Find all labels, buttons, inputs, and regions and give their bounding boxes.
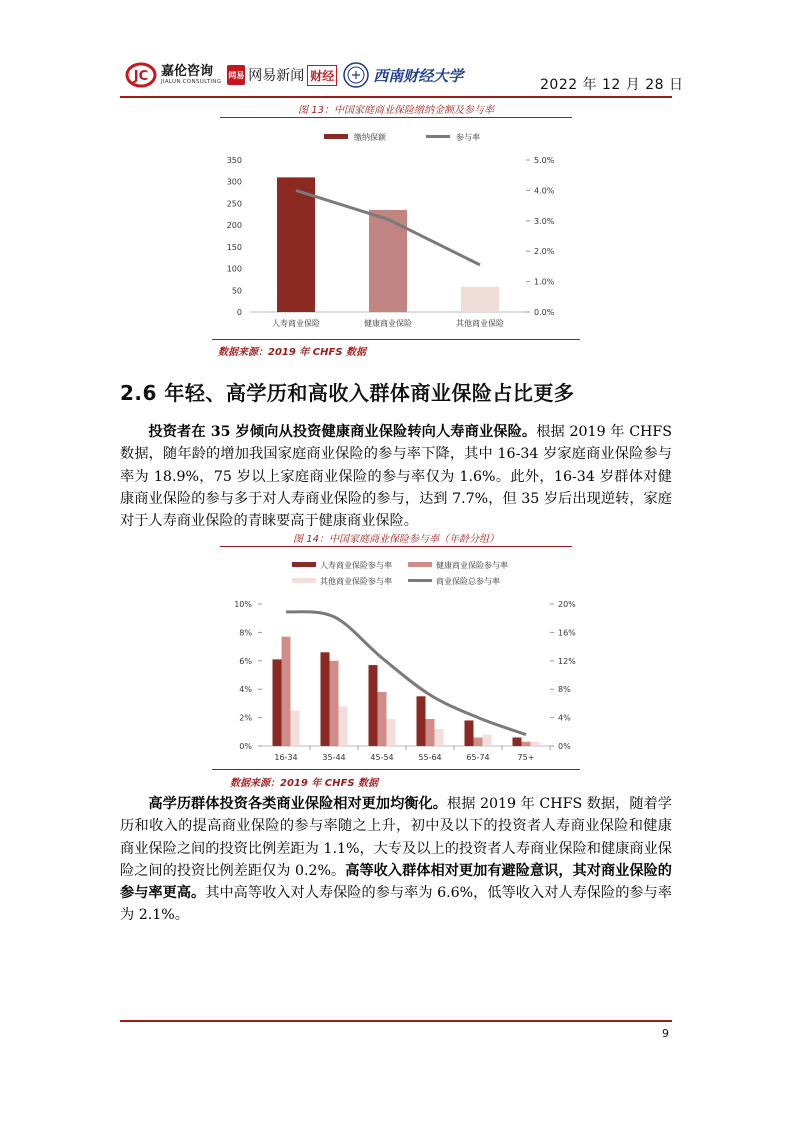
- y2-tick-label: 5.0%: [534, 156, 555, 165]
- legend-label-total: 商业保险总参与率: [436, 577, 500, 586]
- x-category-label: 35-44: [322, 753, 346, 762]
- legend-label-other: 其他商业保险参与率: [320, 577, 392, 586]
- x-category-label: 45-54: [370, 753, 394, 762]
- paragraph-age-body: 根据 2019 年 CHFS 数据，随年龄的增加我国家庭商业保险的参与率下降，其中 16-34 岁家庭商业保险参与率为 18.9%，75 岁以上家庭商业保险的参与率仅为 1.6%。此外，16-34 岁群体对健康商业保险的参与多于对人寿商业保险的参与，达到 7.7%，但 35 岁后出现逆转，家庭对于人寿商业保险的青睐要高于健康商业保险。: [120, 424, 672, 530]
- y-tick-label: 100: [226, 264, 242, 274]
- other-rate-bar: [435, 729, 444, 746]
- figure13-right-axis: [526, 156, 555, 317]
- footer-divider: [120, 1020, 672, 1022]
- figure14-category-labels: [274, 746, 550, 762]
- figure13-bottom-rule: [212, 339, 580, 340]
- figure13-top-rule: [220, 117, 572, 118]
- y2-tick-label: 0%: [558, 742, 571, 751]
- y-tick-label: 8%: [239, 628, 252, 638]
- paragraph-age-lead: 投资者在 35 岁倾向从投资健康商业保险转向人寿商业保险。: [148, 424, 537, 440]
- y-tick-label: 0%: [239, 742, 252, 751]
- figure14-top-rule: [220, 546, 572, 547]
- legend-swatch-other: [292, 578, 316, 583]
- report-date: 2022 年 12 月 28 日: [540, 77, 684, 93]
- legend-swatch-life: [292, 562, 316, 567]
- legend-label-rate: 参与率: [456, 133, 480, 142]
- paragraph-age: [120, 421, 672, 532]
- section-heading: 2.6 年轻、高学历和高收入群体商业保险占比更多: [120, 381, 575, 405]
- figure14-title: 图 14：中国家庭商业保险参与率（年龄分组）: [293, 534, 499, 545]
- premium-bar: [277, 177, 315, 312]
- health-rate-bar: [282, 637, 291, 746]
- swufe-name: 西南财经大学: [373, 66, 464, 85]
- jialun-english-name: JIALUN CONSULTING: [161, 78, 222, 85]
- netease-badge: 网易: [227, 65, 245, 85]
- paragraph-education: [120, 793, 672, 927]
- health-rate-bar: [522, 742, 531, 746]
- health-rate-bar: [426, 719, 435, 746]
- figure14-source: 数据来源：2019 年 CHFS 数据: [230, 778, 379, 789]
- x-category-label: 16-34: [274, 753, 298, 762]
- y-tick-label: 250: [226, 199, 242, 209]
- netease-news-name: 网易新闻: [248, 68, 305, 84]
- figure13-source: 数据来源：2019 年 CHFS 数据: [218, 347, 367, 358]
- paragraph-education-body: 根据 2019 年 CHFS 数据，随着学历和收入的提高商业保险的参与率随之上升，初中及以下的投资者人寿商业保险和健康商业保险之间的投资比例差距为 1.1%，大专及以上的投资者人寿商业保险和健康商业保险之间的投资比例差距仅为 0.2%。: [120, 796, 672, 879]
- figure13-left-axis: [227, 156, 242, 317]
- paragraph-income-body: 其中高等收入对人寿保险的参与率为 6.6%，低等收入对人寿保险的参与率为 2.1%。: [120, 885, 672, 924]
- jialun-name: 嘉伦咨询: [161, 63, 214, 79]
- svg-text:JC: JC: [133, 69, 149, 84]
- x-category-label: 其他商业保险: [456, 319, 504, 328]
- y2-tick-label: 8%: [558, 685, 571, 695]
- paragraph-income-lead: 高等收入群体相对更加有避险意识，其对商业保险的参与率更高。: [120, 862, 672, 902]
- figure14-right-axis: [550, 600, 576, 751]
- swufe-seal-icon: [343, 62, 369, 88]
- y2-tick-label: 4.0%: [534, 186, 555, 196]
- y2-tick-label: 12%: [558, 656, 576, 666]
- x-category-label: 健康商业保险: [364, 319, 412, 328]
- life-rate-bar: [417, 696, 426, 746]
- life-rate-bar: [513, 737, 522, 746]
- legend-swatch-health: [408, 562, 432, 567]
- y2-tick-label: 16%: [558, 628, 576, 638]
- x-category-label: 75+: [517, 753, 535, 762]
- paragraph-education-lead: 高学历群体投资各类商业保险相对更加均衡化。: [148, 796, 447, 812]
- header-divider: [120, 96, 672, 98]
- y-tick-label: 350: [226, 156, 242, 165]
- premium-bar: [461, 287, 499, 312]
- health-rate-bar: [378, 692, 387, 746]
- figure14-chart: [206, 552, 606, 772]
- figure13-chart: [206, 122, 606, 347]
- figure14-bars: [273, 637, 540, 746]
- other-rate-bar: [291, 711, 300, 747]
- legend-label-health: 健康商业保险参与率: [436, 561, 508, 570]
- other-rate-bar: [531, 742, 540, 746]
- health-rate-bar: [330, 661, 339, 746]
- figure13-bars: [277, 177, 499, 312]
- y2-tick-label: 0.0%: [534, 308, 555, 317]
- other-rate-bar: [483, 735, 492, 746]
- legend-label-life: 人寿商业保险参与率: [320, 561, 392, 570]
- header-logos: [125, 58, 463, 92]
- y-tick-label: 4%: [239, 685, 252, 695]
- other-rate-bar: [339, 706, 348, 746]
- figure14-legend: [292, 560, 508, 586]
- legend-swatch-premium: [324, 134, 348, 139]
- y-tick-label: 200: [226, 221, 242, 231]
- y-tick-label: 50: [231, 286, 242, 296]
- health-rate-bar: [474, 737, 483, 746]
- y-tick-label: 10%: [234, 600, 252, 609]
- y-tick-label: 150: [226, 242, 242, 252]
- y2-tick-label: 3.0%: [534, 216, 555, 226]
- figure14-left-axis: [234, 600, 262, 751]
- finance-badge: 财经: [307, 65, 337, 86]
- jialun-emblem-icon: [125, 60, 157, 90]
- x-category-label: 65-74: [466, 753, 490, 762]
- figure13-legend: [324, 132, 480, 142]
- y2-tick-label: 20%: [558, 600, 576, 609]
- jialun-logo: [125, 60, 221, 90]
- x-category-label: 人寿商业保险: [272, 319, 320, 328]
- life-rate-bar: [273, 659, 282, 746]
- x-category-label: 55-64: [418, 753, 442, 762]
- y2-tick-label: 4%: [558, 713, 571, 723]
- life-rate-bar: [465, 720, 474, 746]
- y2-tick-label: 2.0%: [534, 247, 555, 257]
- y-tick-label: 6%: [239, 656, 252, 666]
- life-rate-bar: [369, 665, 378, 746]
- y-tick-label: 0: [236, 308, 242, 317]
- y-tick-label: 300: [226, 177, 242, 187]
- page-number: 9: [662, 1027, 669, 1040]
- y-tick-label: 2%: [239, 713, 252, 723]
- other-rate-bar: [387, 719, 396, 746]
- legend-label-premium: 缴纳保额: [354, 133, 386, 142]
- life-rate-bar: [321, 652, 330, 746]
- figure14-bottom-rule: [212, 769, 580, 770]
- figure13-category-labels: [272, 318, 504, 328]
- y2-tick-label: 1.0%: [534, 277, 555, 287]
- figure13-title: 图 13：中国家庭商业保险缴纳金额及参与率: [298, 105, 494, 116]
